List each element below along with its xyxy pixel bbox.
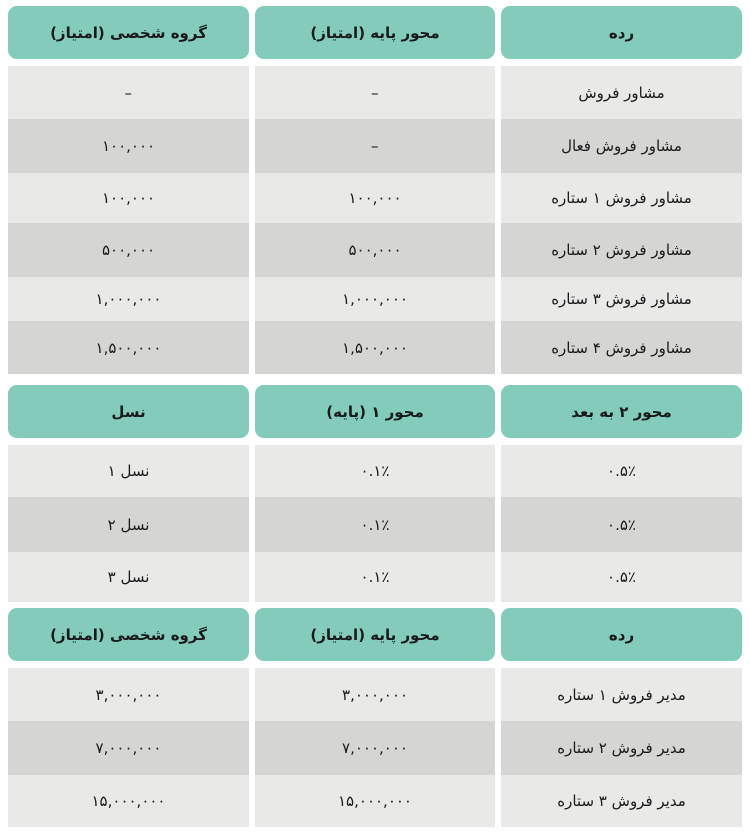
base-axis-cell: ۱۰۰,۰۰۰ [255, 173, 495, 223]
rank-cell: مشاور فروش ۴ ستاره [501, 321, 742, 374]
header-rank: رده [501, 608, 742, 661]
rank-cell: مشاور فروش ۳ ستاره [501, 277, 742, 321]
axis-2-plus-cell: ۰.۵٪ [501, 445, 742, 497]
personal-group-cell: ۱,۵۰۰,۰۰۰ [8, 321, 249, 374]
personal-group-cell: ۱,۰۰۰,۰۰۰ [8, 277, 249, 321]
header-personal-group: گروه شخصی (امتیاز) [8, 6, 249, 59]
base-axis-cell: ۱۵,۰۰۰,۰۰۰ [255, 775, 495, 827]
header-base-axis: محور پایه (امتیاز) [255, 608, 495, 661]
base-axis-cell: ۱,۰۰۰,۰۰۰ [255, 277, 495, 321]
base-axis-cell: ۱,۵۰۰,۰۰۰ [255, 321, 495, 374]
table-row [0, 552, 750, 602]
personal-group-cell: ۱۰۰,۰۰۰ [8, 119, 249, 173]
table-row [0, 119, 750, 173]
header-axis-1: محور ۱ (پایه) [255, 385, 495, 438]
table-header [0, 608, 750, 661]
table-row [0, 668, 750, 721]
rank-cell: مشاور فروش ۱ ستاره [501, 173, 742, 223]
table-header [0, 385, 750, 438]
base-axis-cell: – [255, 66, 495, 119]
axis-1-cell: ۰.۱٪ [255, 497, 495, 552]
table-row [0, 497, 750, 552]
rank-cell: مشاور فروش فعال [501, 119, 742, 173]
axis-2-plus-cell: ۰.۵٪ [501, 497, 742, 552]
generation-cell: نسل ۲ [8, 497, 249, 552]
table-row [0, 277, 750, 321]
rank-cell: مشاور فروش ۲ ستاره [501, 223, 742, 277]
base-axis-cell: ۷,۰۰۰,۰۰۰ [255, 721, 495, 775]
table-row [0, 66, 750, 119]
header-axis-2-plus: محور ۲ به بعد [501, 385, 742, 438]
rank-cell: مشاور فروش [501, 66, 742, 119]
header-generation: نسل [8, 385, 249, 438]
header-rank: رده [501, 6, 742, 59]
table-row [0, 223, 750, 277]
generation-cell: نسل ۳ [8, 552, 249, 602]
rank-cell: مدیر فروش ۲ ستاره [501, 721, 742, 775]
generation-cell: نسل ۱ [8, 445, 249, 497]
axis-1-cell: ۰.۱٪ [255, 445, 495, 497]
table-row [0, 775, 750, 827]
personal-group-cell: ۱۵,۰۰۰,۰۰۰ [8, 775, 249, 827]
base-axis-cell: – [255, 119, 495, 173]
rank-cell: مدیر فروش ۳ ستاره [501, 775, 742, 827]
axis-2-plus-cell: ۰.۵٪ [501, 552, 742, 602]
table-row [0, 321, 750, 374]
personal-group-cell: ۱۰۰,۰۰۰ [8, 173, 249, 223]
personal-group-cell: ۵۰۰,۰۰۰ [8, 223, 249, 277]
table-row [0, 173, 750, 223]
rank-cell: مدیر فروش ۱ ستاره [501, 668, 742, 721]
base-axis-cell: ۵۰۰,۰۰۰ [255, 223, 495, 277]
table-row [0, 721, 750, 775]
base-axis-cell: ۳,۰۰۰,۰۰۰ [255, 668, 495, 721]
personal-group-cell: ۷,۰۰۰,۰۰۰ [8, 721, 249, 775]
axis-1-cell: ۰.۱٪ [255, 552, 495, 602]
table-row [0, 445, 750, 497]
personal-group-cell: – [8, 66, 249, 119]
header-base-axis: محور پایه (امتیاز) [255, 6, 495, 59]
table-header [0, 6, 750, 59]
personal-group-cell: ۳,۰۰۰,۰۰۰ [8, 668, 249, 721]
header-personal-group: گروه شخصی (امتیاز) [8, 608, 249, 661]
